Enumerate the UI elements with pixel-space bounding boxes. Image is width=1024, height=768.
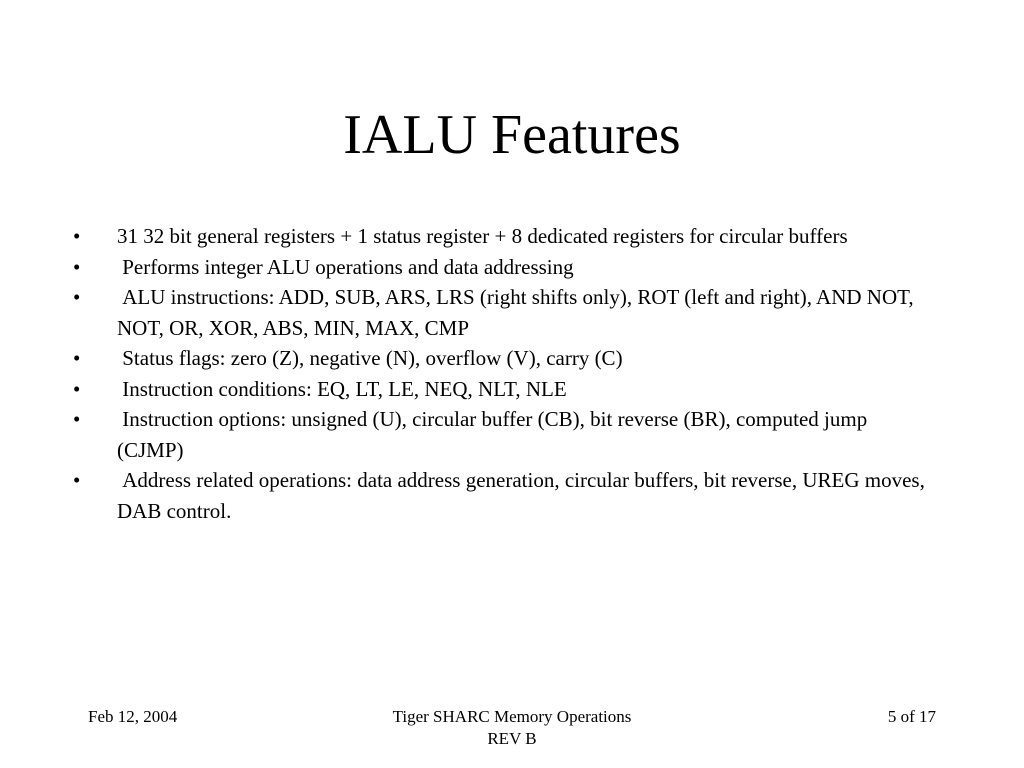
bullet-icon: • [73,346,81,370]
bullet-item [73,465,933,526]
bullet-text: Address related operations: data address generation, circular buffers, bit reverse, UREG moves, DAB control. [117,468,931,523]
footer-presentation-title [312,706,712,750]
bullet-text: Status flags: zero (Z), negative (N), overflow (V), carry (C) [117,346,623,370]
bullet-item [73,252,933,283]
footer-title-line: Tiger SHARC Memory Operations [392,707,632,726]
bullet-item [73,404,933,465]
footer-date: Feb 12, 2004 [88,707,178,726]
footer-page-number: 5 of 17 [887,707,936,726]
bullet-icon: • [73,224,81,248]
bullet-text: ALU instructions: ADD, SUB, ARS, LRS (right shifts only), ROT (left and right), AND NOT, NOT, OR, XOR, ABS, MIN, MAX, CMP [117,285,919,340]
bullet-icon: • [73,285,81,309]
bullet-icon: • [73,254,81,279]
bullet-item [73,221,933,252]
bullet-item [73,374,933,405]
bullet-text: Performs integer ALU operations and data addressing [117,254,574,279]
footer-revision: REV B [487,729,537,748]
bullet-text: Instruction conditions: EQ, LT, LE, NEQ, NLT, NLE [117,376,567,401]
bullet-list [73,221,933,526]
bullet-text: 31 32 bit general registers + 1 status register + 8 dedicated registers for circular buffers [117,224,848,248]
bullet-icon: • [73,407,81,431]
bullet-item [73,343,933,374]
bullet-icon: • [73,468,81,492]
bullet-text: Instruction options: unsigned (U), circular buffer (CB), bit reverse (BR), computed jump (CJMP) [117,407,873,462]
slide-title: IALU Features [343,104,681,166]
bullet-item [73,282,933,343]
bullet-icon: • [73,376,81,401]
